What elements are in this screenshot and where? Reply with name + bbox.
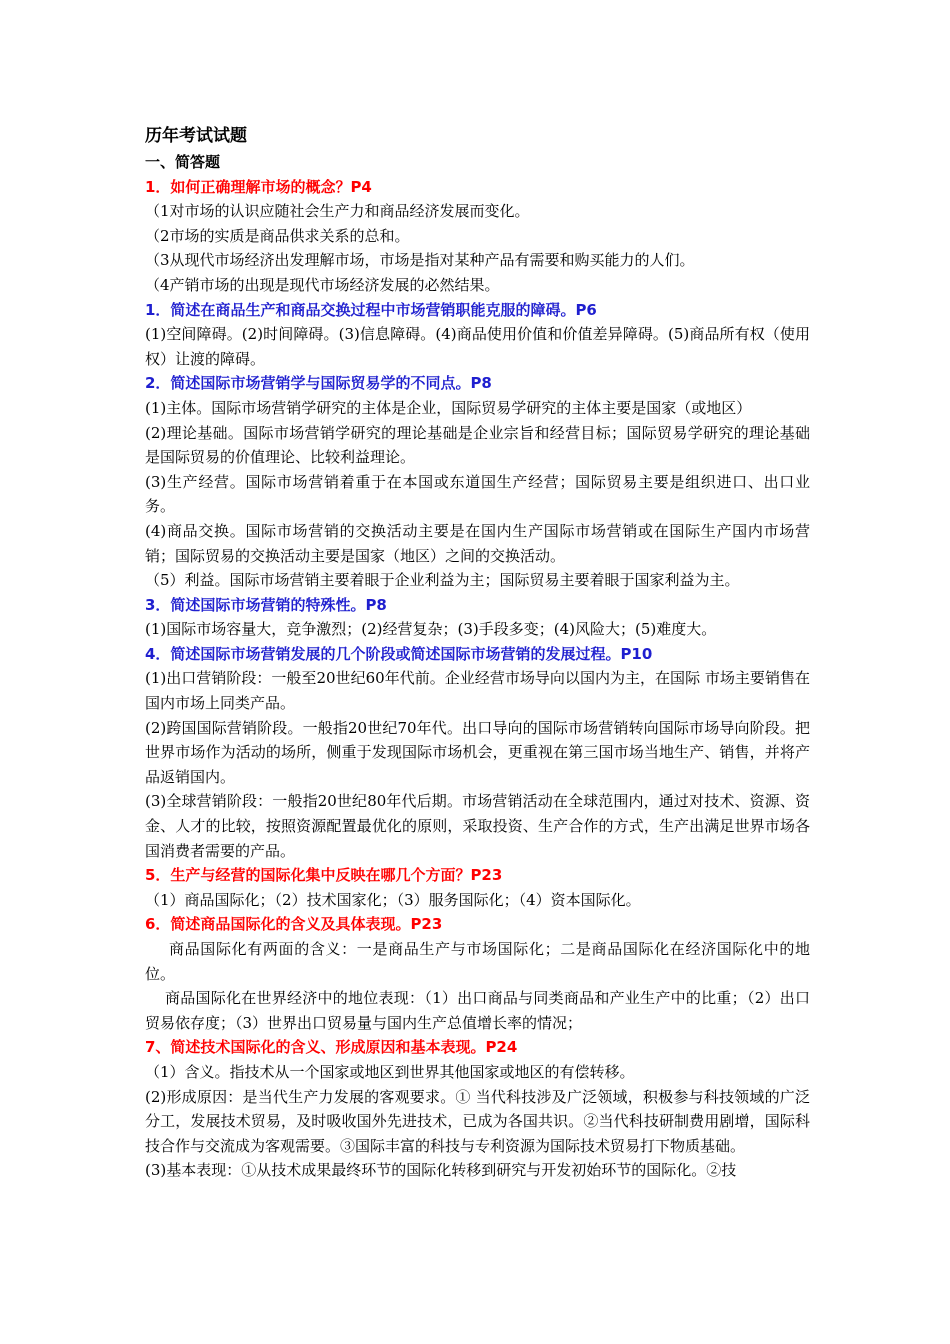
answer-paragraph: (2)形成原因：是当代生产力发展的客观要求。① 当代科技涉及广泛领域，积极参与科技领域的广泛分工，发展技术贸易，及时吸收国外先进技术，已成为各国共识。②当代科技研制费用剧增，国际科技合作与交流成为客观需要。③国际丰富的科技与专利资源为国际技术贸易打下物质基础。 xyxy=(145,1087,810,1155)
answer-paragraph: (1)国际市场容量大，竞争激烈；(2)经营复杂；(3)手段多变；(4)风险大；(5)难度大。 xyxy=(145,620,717,639)
answer-paragraph: 商品国际化在世界经济中的地位表现：（1）出口商品与同类商品和产业生产中的比重；（2）出口贸易依存度；（3）世界出口贸易量与国内生产总值增长率的情况； xyxy=(145,989,810,1032)
answer-paragraph: (3)生产经营。国际市场营销着重于在本国或东道国生产经营；国际贸易主要是组织进口、出口业务。 xyxy=(145,472,810,516)
answer-paragraph: (2)理论基础。国际市场营销学研究的理论基础是企业宗旨和经营目标；国际贸易学研究的理论基础是国际贸易的价值理论、比较利益理论。 xyxy=(145,423,810,467)
answer-paragraph: 商品国际化有两面的含义：一是商品生产与市场国际化；二是商品国际化在经济国际化中的地位。 xyxy=(145,940,810,983)
section-heading: 一、简答题 xyxy=(145,153,221,171)
answer-paragraph: （1）商品国际化；（2）技术国家化；（3）服务国际化；（4）资本国际化。 xyxy=(145,890,641,909)
document-title: 历年考试试题 xyxy=(145,126,247,146)
answer-paragraph: （4产销市场的出现是现代市场经济发展的必然结果。 xyxy=(145,275,500,294)
document-page xyxy=(145,122,810,1183)
content-blocks xyxy=(145,175,810,1183)
question-heading: 1．简述在商品生产和商品交换过程中市场营销职能克服的障碍。P6 xyxy=(145,300,597,319)
question-heading: 7、简述技术国际化的含义、形成原因和基本表现。P24 xyxy=(145,1038,518,1057)
question-heading: 3．简述国际市场营销的特殊性。P8 xyxy=(145,595,387,614)
question-heading: 5．生产与经营的国际化集中反映在哪几个方面？P23 xyxy=(145,866,503,885)
question-heading: 2．简述国际市场营销学与国际贸易学的不同点。P8 xyxy=(145,374,492,393)
answer-paragraph: （5）利益。国际市场营销主要着眼于企业利益为主；国际贸易主要着眼于国家利益为主。 xyxy=(145,571,740,590)
question-heading: 6．简述商品国际化的含义及具体表现。P23 xyxy=(145,915,443,934)
answer-paragraph: (1)空间障碍。(2)时间障碍。(3)信息障碍。(4)商品使用价值和价值差异障碍。(5)商品所有权（使用权）让渡的障碍。 xyxy=(145,325,810,368)
answer-paragraph: (2)跨国国际营销阶段。一般指20世纪70年代。出口导向的国际市场营销转向国际市场导向阶段。把世界市场作为活动的场所，侧重于发现国际市场机会，更重视在第三国市场当地生产、销售，并将产品返销国内。 xyxy=(145,718,810,786)
answer-paragraph: (3)全球营销阶段：一般指20世纪80年代后期。市场营销活动在全球范围内，通过对技术、资源、资金、人才的比较，按照资源配置最优化的原则，采取投资、生产合作的方式，生产出满足世界市场各国消费者需要的产品。 xyxy=(145,792,810,860)
answer-paragraph: (4)商品交换。国际市场营销的交换活动主要是在国内生产国际市场营销或在国际生产国内市场营销；国际贸易的交换活动主要是国家（地区）之间的交换活动。 xyxy=(145,521,810,565)
answer-paragraph: （1对市场的认识应随社会生产力和商品经济发展而变化。 xyxy=(145,202,530,221)
answer-paragraph: (3)基本表现：①从技术成果最终环节的国际化转移到研究与开发初始环节的国际化。②技 xyxy=(145,1161,737,1180)
question-heading: 4．简述国际市场营销发展的几个阶段或简述国际市场营销的发展过程。P10 xyxy=(145,644,653,663)
answer-paragraph: (1)主体。国际市场营销学研究的主体是企业，国际贸易学研究的主体主要是国家（或地区） xyxy=(145,398,752,417)
answer-paragraph: （3从现代市场经济出发理解市场，市场是指对某种产品有需要和购买能力的人们。 xyxy=(145,251,695,270)
answer-paragraph: （1）含义。指技术从一个国家或地区到世界其他国家或地区的有偿转移。 xyxy=(145,1062,635,1081)
question-heading: 1．如何正确理解市场的概念？P4 xyxy=(145,177,372,196)
answer-paragraph: (1)出口营销阶段：一般至20世纪60年代前。企业经营市场导向以国内为主，在国际 市场主要销售在国内市场上同类产品。 xyxy=(145,669,810,713)
answer-paragraph: （2市场的实质是商品供求关系的总和。 xyxy=(145,226,410,245)
